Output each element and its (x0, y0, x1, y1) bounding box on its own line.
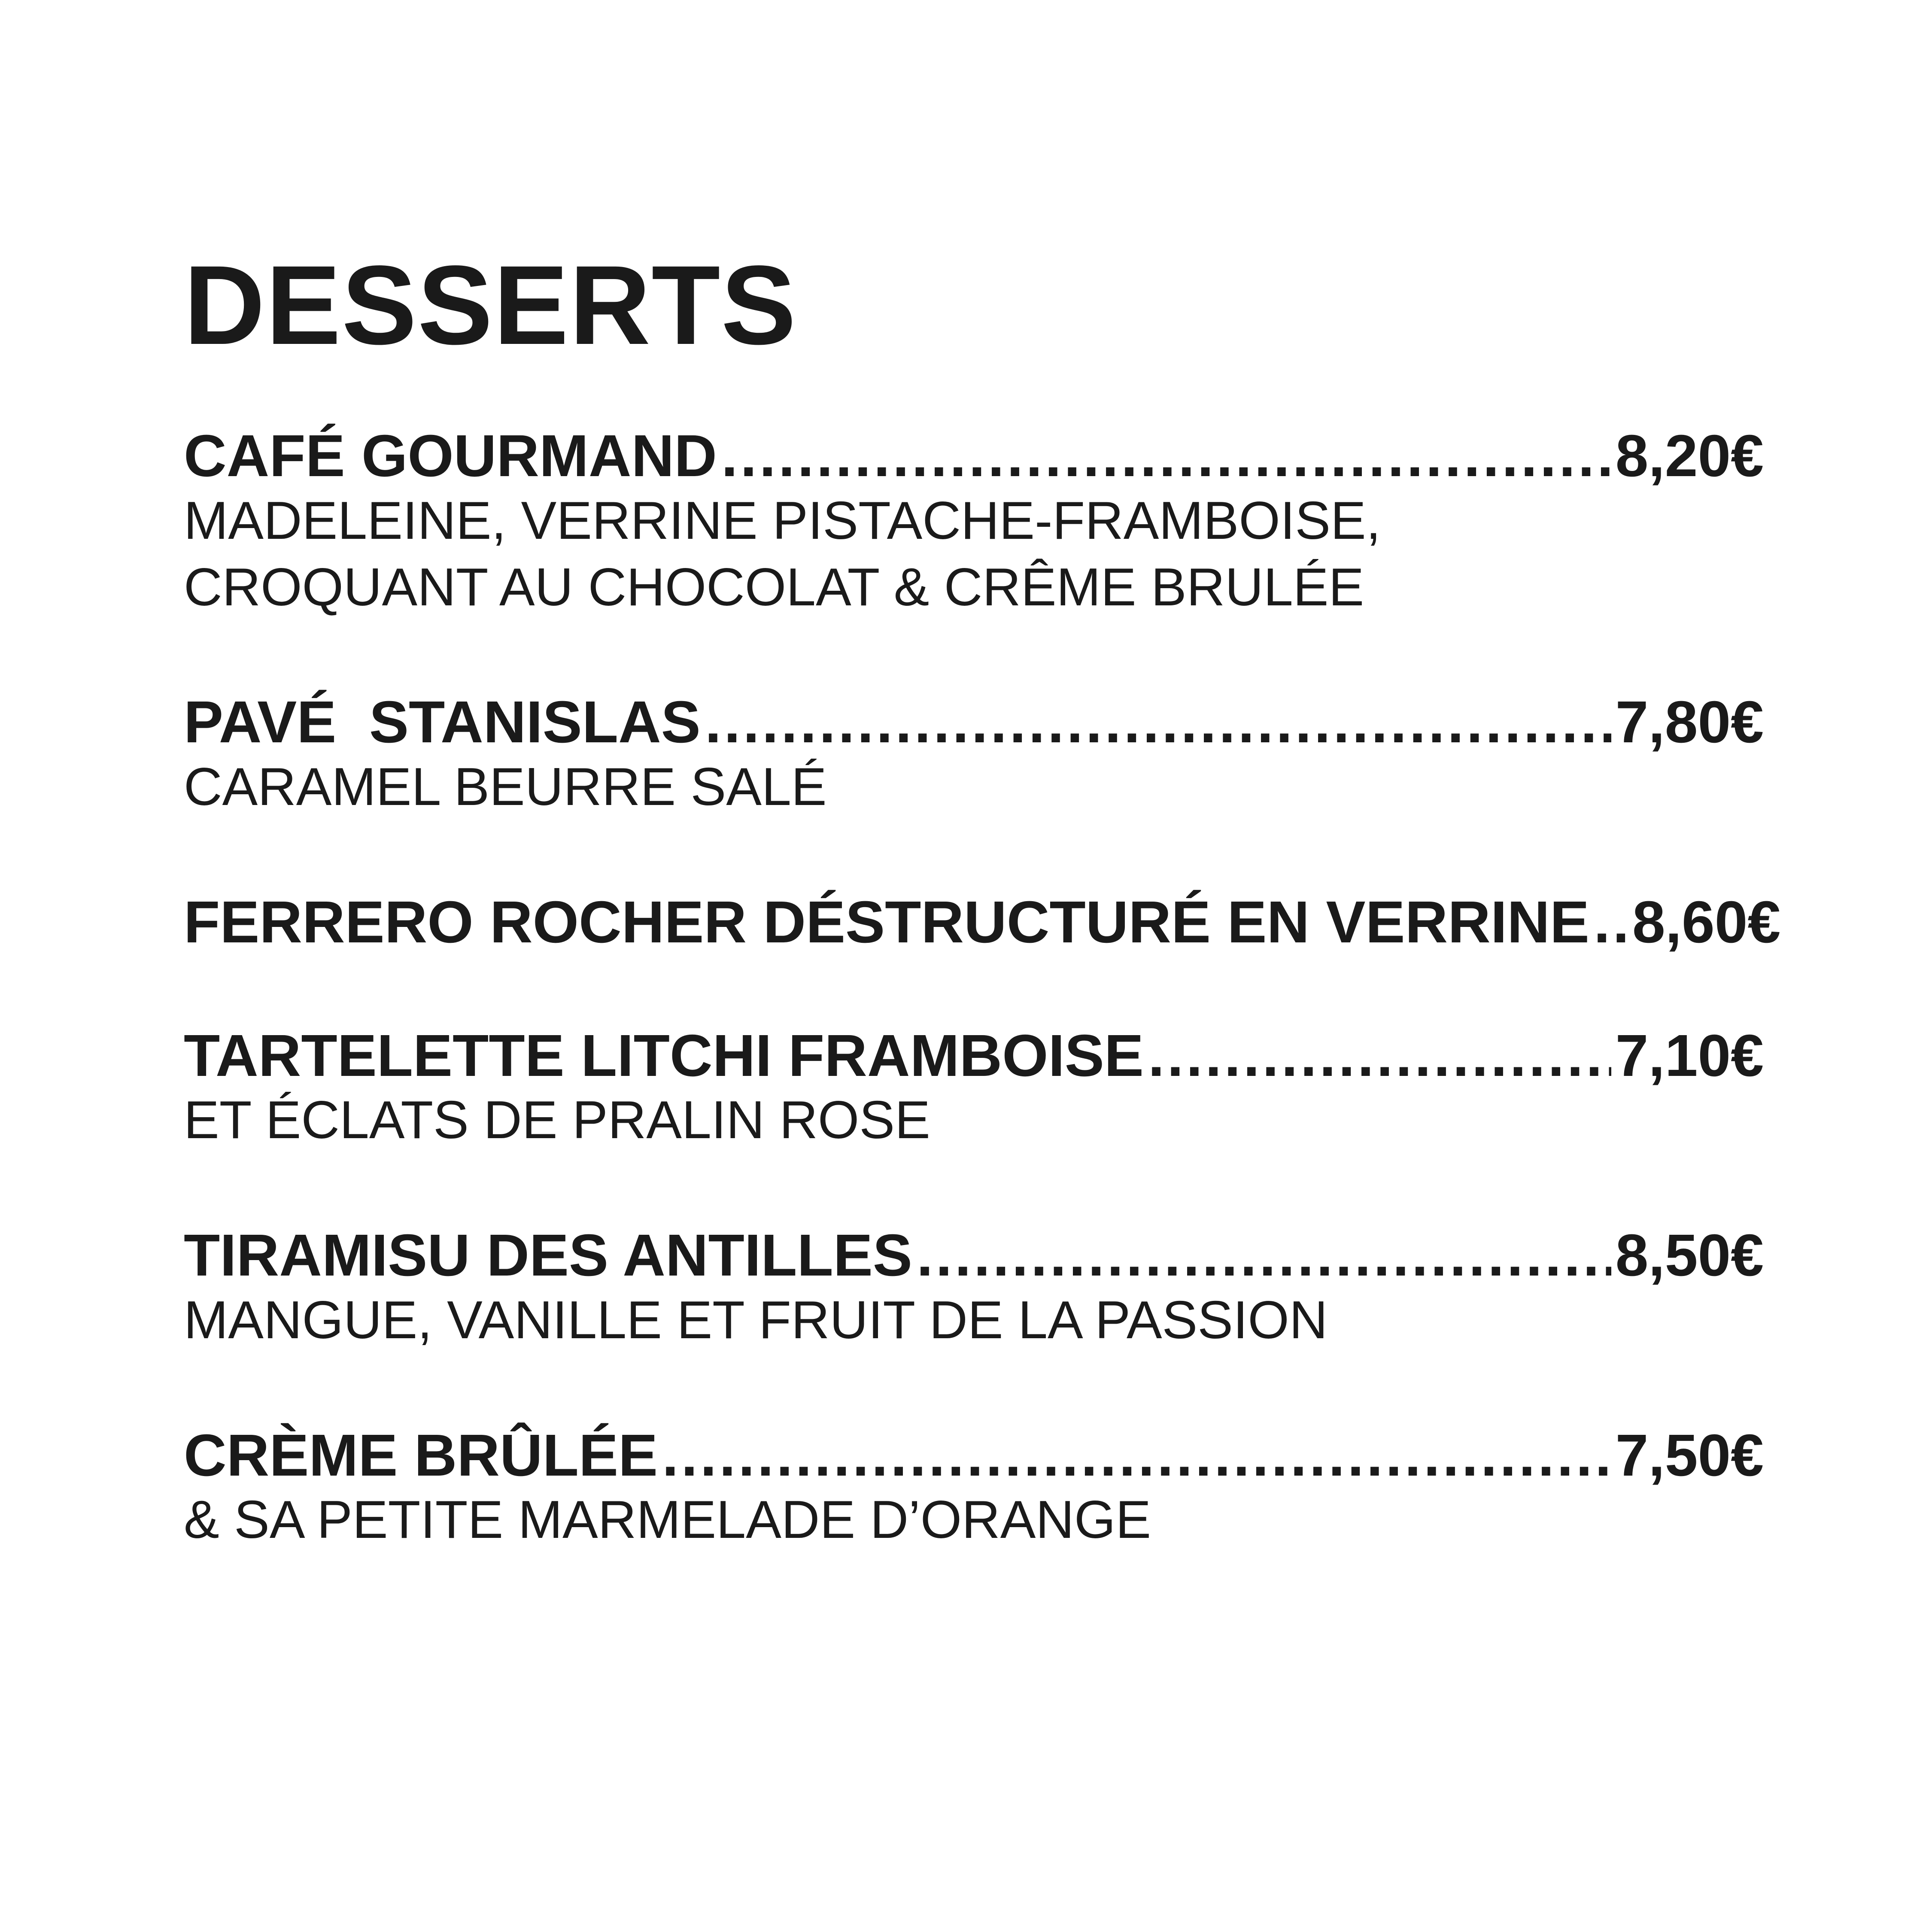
menu-item-price: 8,20€ (1615, 423, 1764, 489)
menu-item-header (184, 889, 1781, 955)
menu-item-description: MADELEINE, VERRINE PISTACHE-FRAMBOISE, (184, 491, 1381, 550)
menu-item-name: TIRAMISU DES ANTILLES (184, 1222, 912, 1289)
menu-item-name: FERRERO ROCHER DÉSTRUCTURÉ EN VERRINE (184, 889, 1589, 955)
menu-item-header (184, 1422, 1764, 1488)
menu-item-header (184, 689, 1764, 756)
menu-item-creme-brulee (184, 1422, 1764, 1552)
dessert-menu (184, 242, 1781, 1625)
menu-item-ferrero-rocher (184, 889, 1781, 955)
menu-item-price: 7,10€ (1615, 1022, 1764, 1089)
menu-item-header (184, 1222, 1764, 1289)
menu-item-price: 7,80€ (1615, 689, 1764, 756)
dot-leader (721, 426, 1611, 486)
menu-item-cafe-gourmand (184, 423, 1764, 619)
menu-item-description: CROQUANT AU CHOCOLAT & CRÊME BRULÉE (184, 557, 1364, 617)
menu-item-header (184, 1022, 1764, 1089)
menu-item-price: 8,60€ (1632, 889, 1781, 955)
menu-item-description: MANGUE, VANILLE ET FRUIT DE LA PASSION (184, 1290, 1328, 1350)
dot-leader (1148, 1026, 1611, 1086)
menu-item-tartelette (184, 1022, 1764, 1153)
dot-leader (705, 692, 1611, 753)
dot-leader (1594, 892, 1628, 953)
menu-item-name: CRÈME BRÛLÉE (184, 1422, 658, 1488)
menu-item-pave-stanislas (184, 689, 1764, 819)
menu-item-price: 7,50€ (1615, 1422, 1764, 1488)
menu-item-name: PAVÉ STANISLAS (184, 689, 701, 756)
menu-item-name: TARTELETTE LITCHI FRAMBOISE (184, 1022, 1144, 1089)
dot-leader (917, 1225, 1611, 1286)
menu-item-description: ET ÉCLATS DE PRALIN ROSE (184, 1091, 930, 1150)
menu-item-tiramisu (184, 1222, 1764, 1352)
menu-item-header (184, 423, 1764, 489)
menu-item-description: & SA PETITE MARMELADE D’ORANGE (184, 1490, 1151, 1550)
menu-item-price: 8,50€ (1615, 1222, 1764, 1289)
menu-title: DESSERTS (184, 242, 797, 368)
dot-leader (662, 1425, 1611, 1486)
menu-item-description: CARAMEL BEURRE SALÉ (184, 757, 827, 817)
menu-item-name: CAFÉ GOURMAND (184, 423, 717, 489)
